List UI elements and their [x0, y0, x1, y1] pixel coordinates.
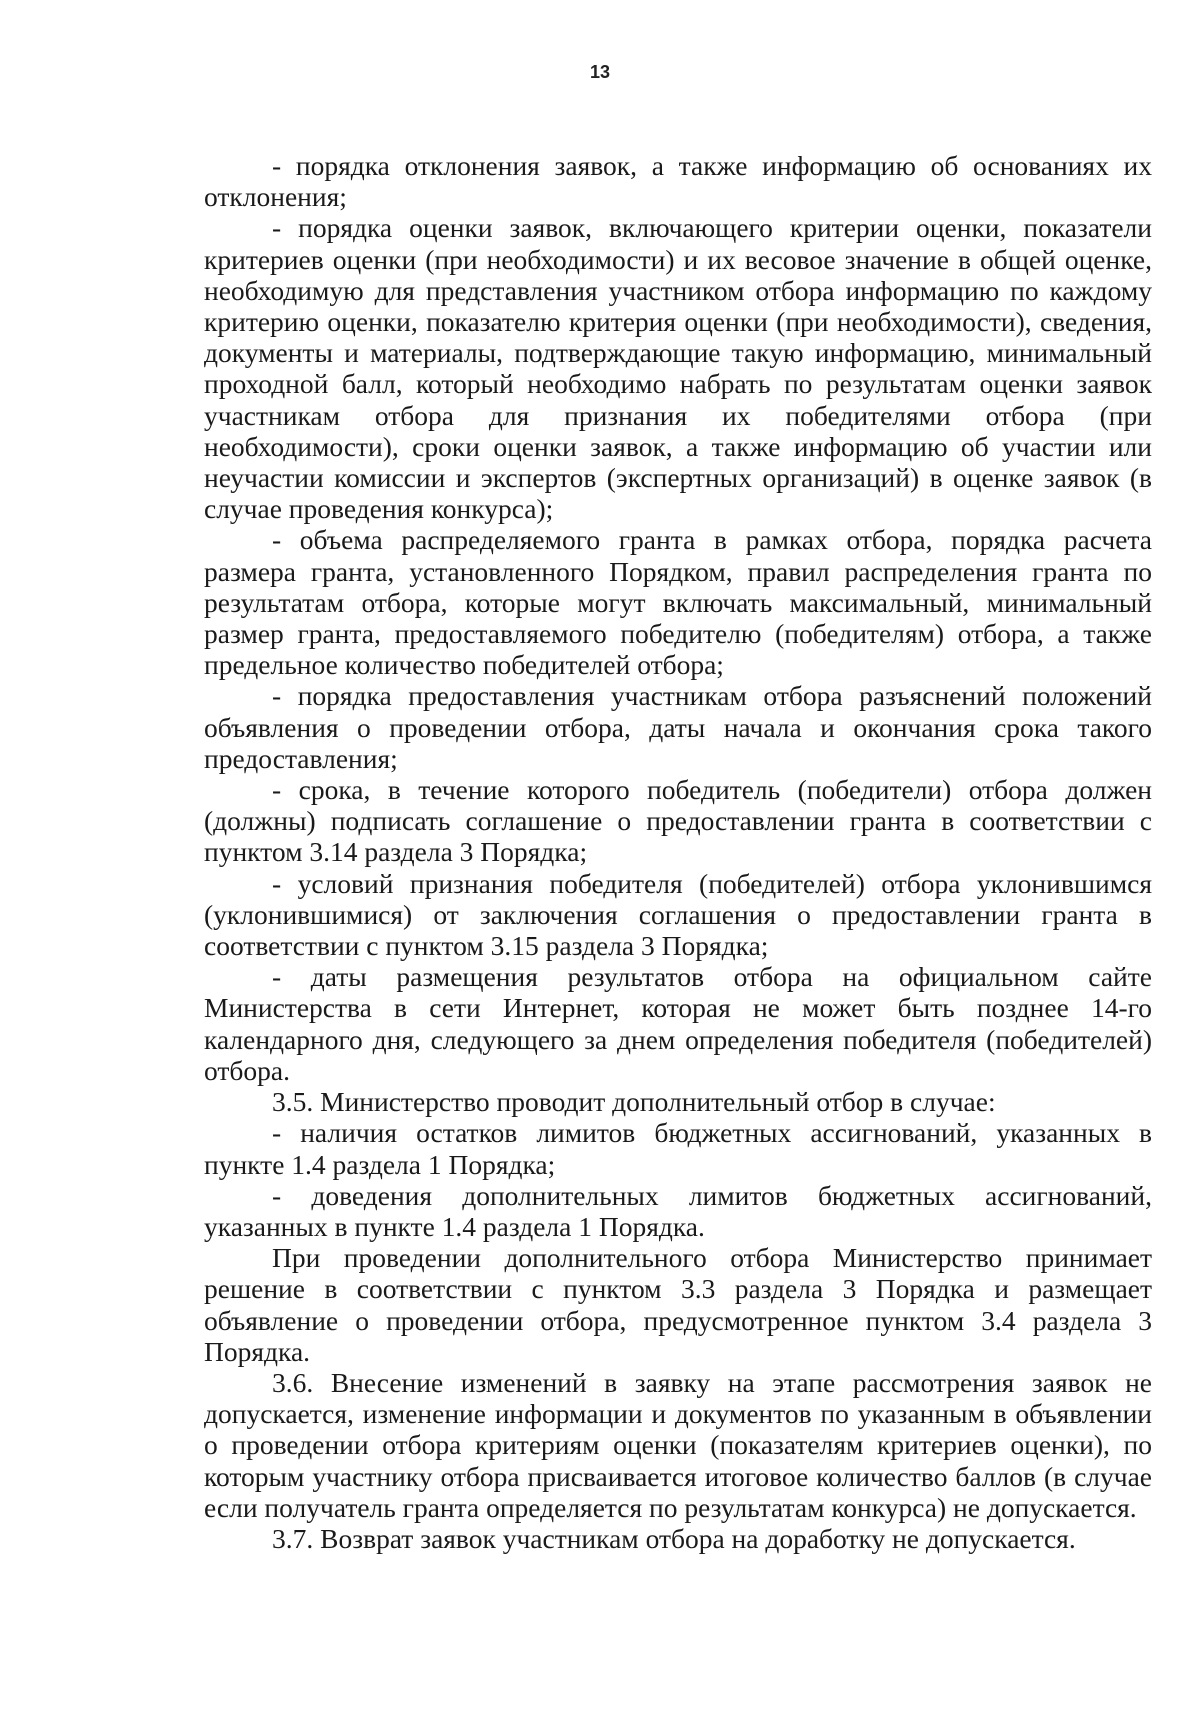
- paragraph-additional-limits: - доведения дополнительных лимитов бюджетных ассигнований, указанных в пункте 1.4 раздела 1 Порядка.: [204, 1179, 1152, 1242]
- paragraph-evaluation-procedure: - порядка оценки заявок, включающего критерии оценки, показатели критериев оценки (при необходимости) и их весовое значение в общей оценке, необходимую для представления участником отбора информацию по каждому критерию оценки, показателю критерия оценки (при необходимости), сведения, документы и материалы, подтверждающие такую информацию, минимальный проходной балл, который необходимо набрать по результатам оценки заявок участникам отбора для признания их победителями отбора (при необходимости), сроки оценки заявок, а также информацию об участии или неучастии комиссии и экспертов (экспертных организаций) в оценке заявок (в случае проведения конкурса);: [204, 212, 1152, 525]
- paragraph-3-6-no-changes: 3.6. Внесение изменений в заявку на этапе рассмотрения заявок не допускается, изменение информации и документов по указанным в объявлении о проведении отбора критериям оценки (показателям критериев оценки), по которым участнику отбора присваивается итоговое количество баллов (в случае если получатель гранта определяется по результатам конкурса) не допускается.: [204, 1366, 1152, 1523]
- paragraph-additional-selection-decision: При проведении дополнительного отбора Министерство принимает решение в соответствии с пунктом 3.3 раздела 3 Порядка и размещает объявление о проведении отбора, предусмотренное пунктом 3.4 раздела 3 Порядка.: [204, 1242, 1152, 1367]
- paragraph-clarifications: - порядка предоставления участникам отбора разъяснений положений объявления о проведении отбора, даты начала и окончания срока такого предоставления;: [204, 680, 1152, 774]
- page-number: 13: [589, 62, 611, 82]
- paragraph-3-7-no-return: 3.7. Возврат заявок участникам отбора на доработку не допускается.: [272, 1522, 1076, 1554]
- document-body: [204, 150, 1152, 1554]
- paragraph-grant-volume: - объема распределяемого гранта в рамках отбора, порядка расчета размера гранта, установленного Порядком, правил распределения гранта по результатам отбора, которые могут включать максимальный, минимальный размер гранта, предоставляемого победителю (победителям) отбора, а также предельное количество победителей отбора;: [204, 524, 1152, 681]
- paragraph-remaining-limits: - наличия остатков лимитов бюджетных ассигнований, указанных в пункте 1.4 раздела 1 Порядка;: [204, 1117, 1152, 1180]
- paragraph-signing-deadline: - срока, в течение которого победитель (победители) отбора должен (должны) подписать соглашение о предоставлении гранта в соответствии с пунктом 3.14 раздела 3 Порядка;: [204, 774, 1152, 868]
- paragraph-evasion-conditions: - условий признания победителя (победителей) отбора уклонившимся (уклонившимися) от заключения соглашения о предоставлении гранта в соответствии с пунктом 3.15 раздела 3 Порядка;: [204, 867, 1152, 962]
- paragraph-3-5-additional-selection: 3.5. Министерство проводит дополнительный отбор в случае:: [272, 1086, 996, 1118]
- paragraph-rejection-procedure: - порядка отклонения заявок, а также информацию об основаниях их отклонения;: [204, 150, 1152, 213]
- paragraph-results-publication: - даты размещения результатов отбора на официальном сайте Министерства в сети Интернет, которая не может быть позднее 14-го календарного дня, следующего за днем определения победителя (победителей) отбора.: [204, 961, 1152, 1086]
